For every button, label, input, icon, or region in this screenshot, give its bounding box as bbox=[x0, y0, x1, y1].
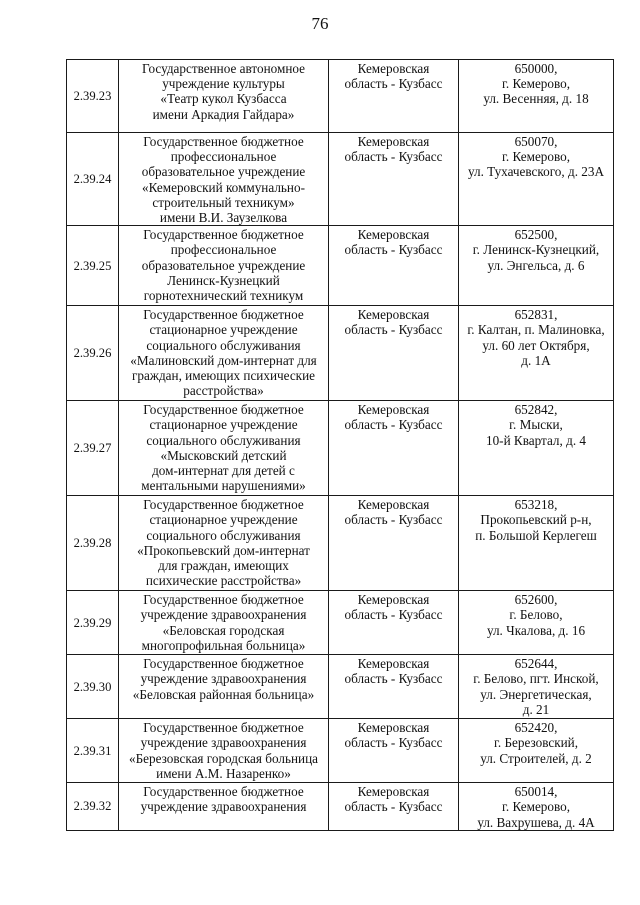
table-row bbox=[67, 591, 614, 655]
address-cell-line: г. Кемерово, bbox=[501, 76, 571, 92]
institution-name-line: Государственное автономное bbox=[142, 61, 305, 76]
institution-name-line: Государственное бюджетное bbox=[143, 227, 304, 243]
address-cell-line: г. Белово, пгт. Инской, bbox=[473, 671, 599, 687]
institution-name-line: Ленинск-Кузнецкий bbox=[167, 272, 280, 288]
region-cell-line: область - Кузбасс bbox=[344, 799, 443, 815]
region-cell-line: Кемеровская bbox=[357, 402, 430, 418]
table-row bbox=[67, 496, 614, 591]
institution-name bbox=[119, 133, 329, 226]
institution-name-line: Государственное бюджетное bbox=[143, 784, 304, 800]
row-number: 2.39.24 bbox=[67, 133, 119, 226]
institution-name-line: многопрофильная больница» bbox=[141, 637, 306, 653]
region-cell-line: Кемеровская bbox=[357, 592, 430, 608]
table-body bbox=[67, 60, 614, 831]
institutions-table bbox=[66, 59, 614, 831]
institution-name-line: Государственное бюджетное bbox=[143, 307, 304, 323]
institution-name-line: психические расстройства» bbox=[145, 573, 302, 589]
institution-name-line: социального обслуживания bbox=[146, 432, 301, 448]
institution-name-line: «Беловская городская bbox=[162, 622, 285, 638]
address-cell-line: 650014, bbox=[514, 784, 558, 800]
region-cell bbox=[329, 655, 459, 719]
region-cell bbox=[329, 226, 459, 306]
table-row bbox=[67, 306, 614, 401]
row-number: 2.39.29 bbox=[67, 591, 119, 655]
institution-name-line: «Березовская городская больница bbox=[129, 750, 318, 766]
institution-name-line: имени В.И. Заузелкова bbox=[159, 210, 288, 226]
institution-name bbox=[119, 226, 329, 306]
institution-name-line: учреждение здравоохранения bbox=[140, 671, 307, 687]
table-row bbox=[67, 401, 614, 496]
region-cell bbox=[329, 496, 459, 591]
address-cell-line: г. Мыски, bbox=[509, 417, 563, 433]
institution-name bbox=[119, 401, 329, 496]
institution-name-line: «Беловская районная больница» bbox=[132, 686, 315, 702]
address-cell-line: ул. Чкалова, д. 16 bbox=[486, 622, 586, 638]
address-cell-line: г. Кемерово, bbox=[501, 149, 571, 165]
institution-name-line: дом-интернат для детей с bbox=[152, 463, 295, 479]
institution-name bbox=[119, 719, 329, 783]
address-cell bbox=[459, 655, 614, 719]
row-number: 2.39.31 bbox=[67, 719, 119, 783]
address-cell-line: г. Березовский, bbox=[493, 735, 579, 751]
table-row bbox=[67, 226, 614, 306]
institution-name bbox=[119, 306, 329, 401]
institution-name bbox=[119, 655, 329, 719]
institution-name-line: ментальными нарушениями» bbox=[141, 478, 306, 494]
address-cell-line: Прокопьевский р-н, bbox=[480, 512, 592, 528]
address-cell-line: ул. Энгельса, д. 6 bbox=[487, 257, 585, 273]
institution-name-line: профессиональное bbox=[170, 149, 277, 165]
region-cell bbox=[329, 591, 459, 655]
region-cell-line: область - Кузбасс bbox=[344, 607, 443, 623]
region-cell-line: область - Кузбасс bbox=[344, 735, 443, 751]
institution-name bbox=[119, 60, 329, 133]
institution-name bbox=[119, 496, 329, 591]
institution-name bbox=[119, 783, 329, 831]
region-cell-line: Кемеровская bbox=[357, 134, 430, 149]
address-cell-line: 652831, bbox=[514, 307, 558, 323]
institution-name-line: стационарное учреждение bbox=[149, 322, 298, 338]
address-cell-line: д. 21 bbox=[522, 701, 550, 717]
institution-name-line: стационарное учреждение bbox=[149, 512, 298, 528]
address-cell-line: п. Большой Керлегеш bbox=[475, 527, 597, 543]
institution-name-line: Государственное бюджетное bbox=[143, 134, 304, 149]
row-number: 2.39.30 bbox=[67, 655, 119, 719]
row-number: 2.39.32 bbox=[67, 783, 119, 831]
institution-name-line: социального обслуживания bbox=[146, 337, 301, 353]
table-row bbox=[67, 133, 614, 226]
institution-name-line: профессиональное bbox=[170, 242, 277, 258]
region-cell bbox=[329, 133, 459, 226]
address-cell-line: ул. Вахрушева, д. 4А bbox=[477, 814, 595, 830]
institution-name-line: имени А.М. Назаренко» bbox=[156, 765, 291, 781]
address-cell bbox=[459, 60, 614, 133]
institution-name-line: «Кемеровский коммунально- bbox=[142, 179, 305, 195]
region-cell-line: Кемеровская bbox=[357, 227, 430, 243]
address-cell-line: г. Белово, bbox=[509, 607, 563, 623]
address-cell-line: д. 1А bbox=[521, 352, 551, 368]
address-cell bbox=[459, 783, 614, 831]
address-cell-line: 653218, bbox=[514, 497, 558, 513]
address-cell-line: г. Кемерово, bbox=[501, 799, 571, 815]
institution-name-line: Государственное бюджетное bbox=[143, 497, 304, 513]
region-cell bbox=[329, 783, 459, 831]
address-cell-line: 650070, bbox=[514, 134, 558, 149]
region-cell-line: Кемеровская bbox=[357, 307, 430, 323]
row-number: 2.39.25 bbox=[67, 226, 119, 306]
institution-name-line: граждан, имеющих психические bbox=[132, 368, 315, 384]
institution-name-line: расстройства» bbox=[183, 383, 264, 399]
row-number: 2.39.26 bbox=[67, 306, 119, 401]
row-number: 2.39.28 bbox=[67, 496, 119, 591]
address-cell bbox=[459, 306, 614, 401]
row-number: 2.39.27 bbox=[67, 401, 119, 496]
address-cell-line: 652842, bbox=[514, 402, 558, 418]
region-cell bbox=[329, 401, 459, 496]
region-cell-line: Кемеровская bbox=[357, 720, 430, 736]
region-cell-line: область - Кузбасс bbox=[344, 512, 443, 528]
address-cell bbox=[459, 133, 614, 226]
institution-name-line: строительный техникум» bbox=[152, 194, 295, 210]
region-cell-line: область - Кузбасс bbox=[344, 417, 443, 433]
institution-name-line: Государственное бюджетное bbox=[143, 720, 304, 736]
address-cell-line: 10-й Квартал, д. 4 bbox=[485, 432, 587, 448]
table-row bbox=[67, 719, 614, 783]
address-cell bbox=[459, 401, 614, 496]
institution-name bbox=[119, 591, 329, 655]
region-cell bbox=[329, 60, 459, 133]
table-row bbox=[67, 655, 614, 719]
table-row bbox=[67, 783, 614, 831]
region-cell-line: область - Кузбасс bbox=[344, 242, 443, 258]
region-cell-line: Кемеровская bbox=[357, 656, 430, 672]
institution-name-line: «Малиновский дом-интернат для bbox=[130, 352, 317, 368]
institution-name-line: учреждение здравоохранения bbox=[140, 735, 307, 751]
region-cell bbox=[329, 306, 459, 401]
address-cell-line: 652644, bbox=[514, 656, 558, 672]
region-cell-line: область - Кузбасс bbox=[344, 76, 443, 92]
address-cell-line: ул. Энергетическая, bbox=[480, 686, 592, 702]
address-cell-line: ул. Тухачевского, д. 23А bbox=[467, 164, 605, 180]
region-cell-line: Кемеровская bbox=[357, 497, 430, 513]
region-cell-line: Кемеровская bbox=[357, 784, 430, 800]
institution-name-line: Государственное бюджетное bbox=[143, 656, 304, 672]
institution-name-line: социального обслуживания bbox=[146, 527, 301, 543]
institution-name-line: имени Аркадия Гайдара» bbox=[152, 106, 295, 122]
address-cell bbox=[459, 226, 614, 306]
address-cell-line: ул. 60 лет Октября, bbox=[482, 337, 590, 353]
institution-name-line: горнотехнический техникум bbox=[143, 288, 304, 304]
institution-name-line: «Мысковский детский bbox=[160, 447, 287, 463]
institution-name-line: стационарное учреждение bbox=[149, 417, 298, 433]
region-cell-line: область - Кузбасс bbox=[344, 671, 443, 687]
address-cell bbox=[459, 719, 614, 783]
institution-name-line: «Театр кукол Кузбасса bbox=[160, 91, 287, 107]
address-cell-line: 652420, bbox=[514, 720, 558, 736]
address-cell-line: г. Ленинск-Кузнецкий, bbox=[472, 242, 600, 258]
address-cell-line: ул. Строителей, д. 2 bbox=[480, 750, 592, 766]
region-cell-line: область - Кузбасс bbox=[344, 149, 443, 165]
institution-name-line: образовательное учреждение bbox=[141, 257, 306, 273]
address-cell-line: 652500, bbox=[514, 227, 558, 243]
region-cell-line: область - Кузбасс bbox=[344, 322, 443, 338]
address-cell-line: 652600, bbox=[514, 592, 558, 608]
page-number: 76 bbox=[311, 14, 329, 33]
institution-name-line: для граждан, имеющих bbox=[158, 558, 289, 574]
region-cell-line: Кемеровская bbox=[357, 61, 430, 76]
address-cell-line: г. Калтан, п. Малиновка, bbox=[467, 322, 605, 338]
address-cell bbox=[459, 591, 614, 655]
region-cell bbox=[329, 719, 459, 783]
institution-name-line: учреждение здравоохранения bbox=[140, 799, 307, 815]
address-cell-line: 650000, bbox=[514, 61, 558, 76]
institution-name-line: Государственное бюджетное bbox=[143, 402, 304, 418]
address-cell-line: ул. Весенняя, д. 18 bbox=[483, 91, 589, 107]
institution-name-line: образовательное учреждение bbox=[141, 164, 306, 180]
institution-name-line: «Прокопьевский дом-интернат bbox=[137, 542, 310, 558]
table-row bbox=[67, 60, 614, 133]
institution-name-line: учреждение здравоохранения bbox=[140, 607, 307, 623]
address-cell bbox=[459, 496, 614, 591]
institution-name-line: Государственное бюджетное bbox=[143, 592, 304, 608]
institution-name-line: учреждение культуры bbox=[162, 76, 285, 92]
row-number: 2.39.23 bbox=[67, 60, 119, 133]
